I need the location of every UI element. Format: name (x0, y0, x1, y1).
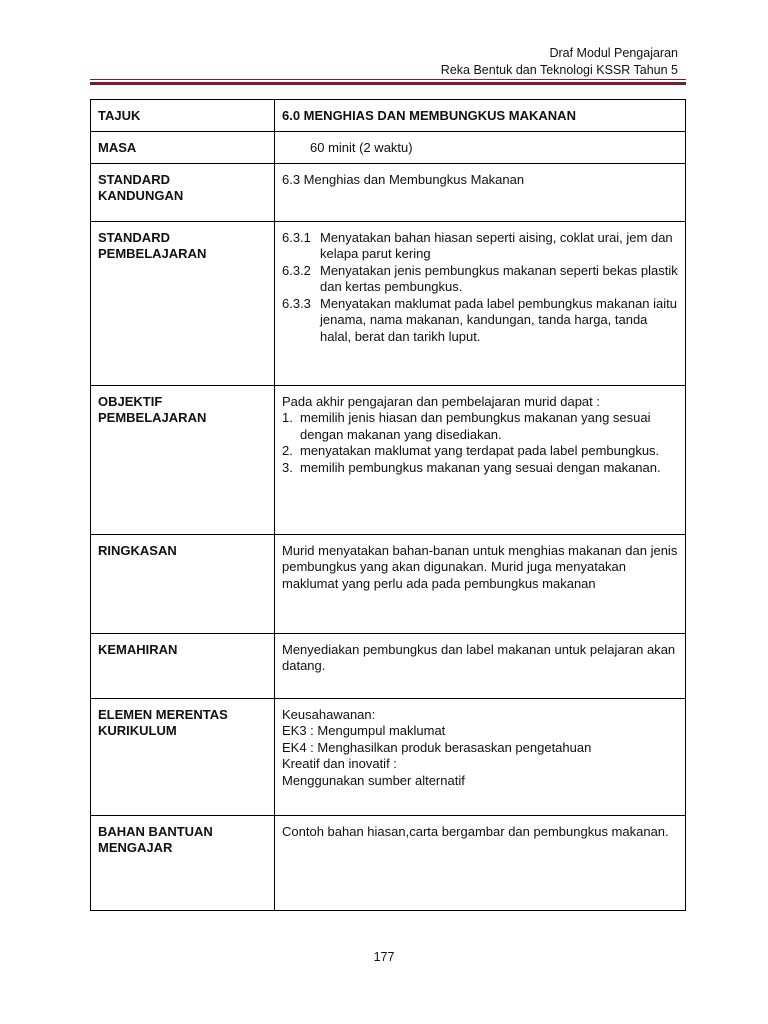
value-bbm: Contoh bahan hiasan,carta bergambar dan pembungkus makanan. (275, 815, 686, 910)
emk-line: Keusahawanan: (282, 706, 376, 722)
row-bbm (91, 815, 686, 910)
item-number: 6.3.3 (282, 295, 311, 311)
label-objektif (91, 385, 275, 534)
emk-line: EK3 : Mengumpul maklumat (282, 723, 446, 738)
list-item (282, 296, 679, 346)
header-line-2: Reka Bentuk dan Teknologi KSSR Tahun 5 (440, 63, 678, 77)
label-line: PEMBELAJARAN (98, 410, 207, 425)
value-objektif (275, 385, 686, 534)
emk-line: Menggunakan sumber alternatif (282, 772, 465, 788)
objektif-intro: Pada akhir pengajaran dan pembelajaran murid dapat : (282, 393, 600, 409)
value-ringkasan: Murid menyatakan bahan-banan untuk menghias makanan dan jenis pembungkus yang akan digunakan. Murid juga menyatakan maklumat yang perlu ada pada pembungkus makanan (275, 534, 686, 633)
item-text: memilih jenis hiasan dan pembungkus makanan yang sesuai dengan makanan yang disediakan. (300, 410, 651, 442)
row-standard-kandungan (91, 163, 686, 221)
page-header (441, 45, 678, 79)
lesson-module-table (90, 99, 686, 911)
label-standard-kandungan (91, 163, 275, 221)
label-masa: MASA (91, 131, 275, 163)
label-line: STANDARD (98, 229, 170, 245)
label-line: KURIKULUM (98, 723, 177, 738)
item-text: Menyatakan maklumat pada label pembungkus makanan iaitu jenama, nama makanan, kandungan, tanda harga, tanda halal, berat dan tarikh luput. (320, 295, 677, 344)
label-line: STANDARD (98, 171, 170, 187)
header-rule-thin (90, 79, 686, 80)
value-standard-pembelajaran (275, 221, 686, 385)
label-line: MENGAJAR (98, 840, 173, 855)
header-rule-thick (90, 82, 686, 85)
label-line: OBJEKTIF (98, 393, 163, 409)
row-masa (91, 131, 686, 163)
label-line: ELEMEN MERENTAS (98, 706, 228, 722)
header-line-1: Draf Modul Pengajaran (549, 46, 678, 60)
list-item (282, 410, 679, 443)
list-item (282, 460, 679, 477)
row-ringkasan (91, 534, 686, 633)
item-text: Menyatakan jenis pembungkus makanan seperti bekas plastik dan kertas pembungkus. (320, 262, 678, 294)
label-emk (91, 698, 275, 815)
emk-line: EK4 : Menghasilkan produk berasaskan pengetahuan (282, 739, 592, 755)
label-bbm (91, 815, 275, 910)
value-tajuk: 6.0 MENGHIAS DAN MEMBUNGKUS MAKANAN (275, 100, 686, 132)
label-ringkasan: RINGKASAN (91, 534, 275, 633)
row-emk (91, 698, 686, 815)
label-line: BAHAN BANTUAN (98, 823, 213, 839)
list-item (282, 230, 679, 263)
item-text: Menyatakan bahan hiasan seperti aising, coklat urai, jem dan kelapa parut kering (320, 229, 673, 261)
item-text: memilih pembungkus makanan yang sesuai dengan makanan. (300, 459, 661, 475)
label-standard-pembelajaran (91, 221, 275, 385)
emk-line: Kreatif dan inovatif : (282, 756, 397, 771)
value-kemahiran: Menyediakan pembungkus dan label makanan untuk pelajaran akan datang. (275, 633, 686, 698)
label-kemahiran: KEMAHIRAN (91, 633, 275, 698)
value-emk (275, 698, 686, 815)
row-kemahiran (91, 633, 686, 698)
item-number: 6.3.1 (282, 229, 311, 245)
objektif-list (282, 410, 679, 476)
value-standard-kandungan: 6.3 Menghias dan Membungkus Makanan (275, 163, 686, 221)
item-number: 3. (282, 459, 293, 475)
list-item (282, 263, 679, 296)
value-masa: 60 minit (2 waktu) (310, 139, 413, 155)
item-number: 6.3.2 (282, 262, 311, 278)
label-line: KANDUNGAN (98, 188, 184, 203)
item-text: menyatakan maklumat yang terdapat pada label pembungkus. (300, 443, 660, 458)
item-number: 1. (282, 410, 293, 425)
page-number: 177 (373, 950, 395, 964)
list-item (282, 443, 679, 460)
item-number: 2. (282, 443, 293, 458)
row-tajuk (91, 100, 686, 132)
label-line: PEMBELAJARAN (98, 246, 207, 261)
row-standard-pembelajaran (91, 221, 686, 385)
row-objektif (91, 385, 686, 534)
label-tajuk: TAJUK (91, 100, 275, 132)
sp-list (282, 230, 679, 346)
